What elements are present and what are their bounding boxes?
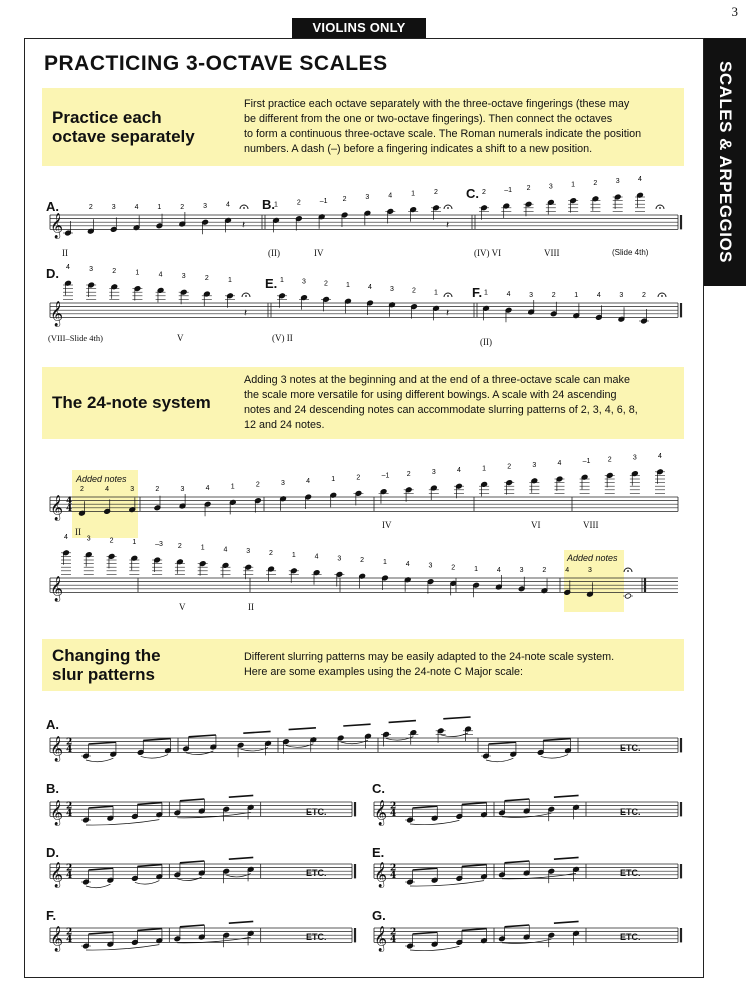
slur bbox=[135, 881, 159, 885]
fingering: 2 bbox=[360, 557, 365, 565]
time-signature: 2 bbox=[390, 801, 397, 812]
fingering: 1 bbox=[571, 181, 576, 189]
treble-clef: 𝄞 bbox=[50, 301, 64, 327]
position-mark: (II) bbox=[480, 337, 492, 347]
position-mark: VIII bbox=[583, 520, 599, 530]
fingering: 2 bbox=[296, 199, 301, 207]
time-signature: 4 bbox=[390, 934, 397, 945]
exercise-label-d: D. bbox=[46, 266, 59, 281]
fermata-dot bbox=[245, 295, 247, 297]
beam bbox=[289, 728, 316, 730]
treble-clef: 𝄞 bbox=[50, 736, 64, 762]
fingering: 4 bbox=[306, 478, 311, 485]
treble-clef: 𝄞 bbox=[374, 800, 388, 826]
position-mark: IV bbox=[382, 520, 392, 530]
beam bbox=[89, 806, 113, 808]
fingering: 4 bbox=[638, 176, 642, 184]
fingering: 1 bbox=[474, 566, 478, 574]
fingering: 2 bbox=[342, 196, 347, 203]
fingering: 4 bbox=[388, 192, 393, 200]
time-signature: 4 bbox=[66, 808, 73, 819]
fingering: 2 bbox=[412, 287, 416, 295]
fingering: –1 bbox=[319, 197, 328, 205]
text-line: 12 and 24 notes. bbox=[244, 419, 325, 431]
beam bbox=[180, 925, 204, 927]
slur bbox=[502, 939, 551, 943]
treble-clef: 𝄞 bbox=[50, 800, 64, 826]
fermata-dot bbox=[243, 207, 245, 209]
exercise-label-b: B. bbox=[262, 197, 275, 212]
fingering: 3 bbox=[632, 454, 637, 462]
time-signature: 4 bbox=[66, 870, 73, 881]
fingering: 2 bbox=[593, 179, 598, 187]
slur bbox=[241, 747, 268, 751]
quarter-rest: 𝄽 bbox=[446, 219, 450, 231]
treble-clef: 𝄞 bbox=[50, 576, 64, 602]
fingering: 1 bbox=[434, 289, 438, 297]
fermata-dot bbox=[661, 295, 663, 297]
fingering: 2 bbox=[526, 185, 531, 193]
position-mark: VI bbox=[531, 520, 541, 530]
fingering: 2 bbox=[482, 188, 486, 196]
added-notes-label: Added notes bbox=[76, 474, 127, 484]
etc-label: ETC. bbox=[620, 932, 641, 942]
exercise-label-a: A. bbox=[46, 199, 59, 214]
fingering: 3 bbox=[365, 194, 370, 202]
beam bbox=[505, 925, 530, 927]
title-line: octave separately bbox=[52, 127, 195, 146]
fingering: 3 bbox=[588, 567, 592, 574]
etc-label: ETC. bbox=[620, 743, 641, 753]
fingering: 3 bbox=[89, 266, 94, 273]
slur bbox=[410, 881, 484, 886]
fingering: 4 bbox=[66, 264, 70, 272]
fingering: 1 bbox=[230, 483, 235, 491]
slur bbox=[502, 873, 576, 878]
beam bbox=[554, 857, 579, 859]
beam bbox=[229, 795, 253, 797]
fingering: 3 bbox=[619, 292, 624, 299]
fingering: 4 bbox=[565, 567, 570, 574]
fingering: 2 bbox=[109, 537, 114, 545]
fingering: 3 bbox=[86, 535, 91, 543]
slur bbox=[502, 813, 551, 817]
beam bbox=[413, 932, 438, 934]
time-signature: 4 bbox=[390, 808, 397, 819]
text-line: be different from the one or two-octave fingerings). Then connect the octaves bbox=[244, 113, 613, 125]
fingering: 3 bbox=[615, 178, 620, 185]
fingering: 2 bbox=[324, 280, 328, 288]
beam bbox=[462, 803, 487, 805]
fingering: 2 bbox=[507, 463, 512, 471]
position-mark: II bbox=[248, 602, 254, 612]
fingering: 1 bbox=[331, 476, 336, 484]
fermata-dot bbox=[627, 570, 629, 572]
fingering: 3 bbox=[431, 469, 436, 476]
time-signature: 2 bbox=[66, 737, 73, 748]
fingering: 4 bbox=[658, 452, 662, 460]
quarter-rest: 𝄽 bbox=[244, 307, 248, 319]
beam bbox=[89, 742, 116, 744]
fingering: 2 bbox=[551, 292, 556, 299]
time-signature: 2 bbox=[66, 863, 73, 874]
fingering: 3 bbox=[281, 479, 285, 487]
fermata-dot bbox=[447, 207, 449, 209]
beam bbox=[180, 799, 204, 801]
text-line: notes and 24 descending notes can accommodate slurring patterns of 2, 3, 4, 6, 8, bbox=[244, 404, 638, 416]
beam bbox=[229, 921, 253, 923]
fingering: –1 bbox=[504, 187, 513, 194]
time-signature: 4 bbox=[390, 870, 397, 881]
title-line: Practice each bbox=[52, 108, 162, 127]
beam bbox=[229, 857, 253, 859]
pattern-label-a: A. bbox=[46, 717, 59, 732]
beam bbox=[543, 739, 570, 741]
treble-clef: 𝄞 bbox=[50, 862, 64, 888]
time-signature: 4 bbox=[66, 496, 73, 507]
beam bbox=[137, 865, 161, 867]
time-signature: 2 bbox=[390, 863, 397, 874]
etc-label: ETC. bbox=[306, 932, 327, 942]
exercise-label-e: E. bbox=[265, 276, 278, 291]
page-title: PRACTICING 3-OCTAVE SCALES bbox=[44, 52, 388, 75]
etc-label: ETC. bbox=[306, 807, 327, 817]
time-signature: 2 bbox=[66, 927, 73, 938]
beam bbox=[462, 929, 487, 931]
fingering: 1 bbox=[132, 539, 137, 547]
fingering: 3 bbox=[548, 183, 553, 191]
beam bbox=[180, 861, 204, 863]
fingering: 4 bbox=[223, 546, 228, 554]
slur bbox=[86, 758, 113, 762]
fingering: 3 bbox=[529, 292, 534, 299]
slur bbox=[541, 755, 568, 759]
added-notes-label: Added notes bbox=[567, 553, 618, 563]
fingering: 2 bbox=[642, 292, 646, 299]
fingering: 1 bbox=[346, 282, 350, 290]
beam bbox=[143, 739, 170, 741]
beam bbox=[413, 806, 438, 808]
fingering: 1 bbox=[228, 276, 232, 284]
fingering: 3 bbox=[337, 555, 342, 563]
beam bbox=[443, 717, 470, 719]
fingering: 4 bbox=[64, 533, 68, 541]
time-signature: 4 bbox=[66, 744, 73, 755]
fingering: 3 bbox=[130, 486, 135, 493]
position-mark: (Slide 4th) bbox=[612, 248, 649, 257]
slur bbox=[186, 751, 213, 755]
fingering: 1 bbox=[382, 559, 387, 566]
beam bbox=[243, 731, 270, 733]
fingering: –1 bbox=[582, 458, 591, 466]
fingering: 3 bbox=[111, 204, 116, 211]
beam bbox=[505, 861, 530, 863]
etc-label: ETC. bbox=[620, 868, 641, 878]
pattern-label-c: C. bbox=[372, 781, 385, 796]
fingering: 3 bbox=[203, 203, 208, 211]
fingering: 1 bbox=[484, 289, 488, 297]
slur bbox=[486, 758, 513, 762]
position-mark: V bbox=[179, 602, 186, 612]
position-mark: (V) II bbox=[272, 333, 293, 343]
fingering: 4 bbox=[134, 204, 139, 211]
pattern-label-b: B. bbox=[46, 781, 59, 796]
fingering: 1 bbox=[280, 276, 284, 284]
treble-clef: 𝄞 bbox=[374, 862, 388, 888]
fingering: 2 bbox=[112, 267, 117, 275]
beam bbox=[462, 865, 487, 867]
position-mark: (II) bbox=[268, 248, 280, 258]
time-signature: 4 bbox=[66, 934, 73, 945]
note-head bbox=[625, 593, 632, 599]
pattern-label-d: D. bbox=[46, 845, 59, 860]
slur bbox=[286, 744, 313, 748]
slur bbox=[86, 820, 159, 825]
slur bbox=[141, 755, 168, 759]
fingering: 2 bbox=[88, 204, 93, 211]
treble-clef: 𝄞 bbox=[374, 926, 388, 952]
fingering: 1 bbox=[291, 551, 296, 559]
fingering: 2 bbox=[177, 542, 182, 550]
time-signature: 2 bbox=[66, 801, 73, 812]
fingering: 4 bbox=[596, 292, 601, 299]
etc-label: ETC. bbox=[306, 868, 327, 878]
fingering: 3 bbox=[302, 278, 306, 286]
text-line: Adding 3 notes at the beginning and at the end of a three-octave scale can make bbox=[244, 374, 630, 386]
fingering: 1 bbox=[157, 204, 162, 211]
beam bbox=[137, 803, 161, 805]
slur bbox=[177, 877, 201, 881]
fingering: 4 bbox=[105, 486, 110, 493]
fingering: 4 bbox=[496, 567, 501, 574]
fingering: 2 bbox=[80, 486, 84, 493]
fingering: 1 bbox=[482, 465, 486, 473]
fingering: 2 bbox=[255, 481, 260, 489]
text-line: Different slurring patterns may be easily adapted to the 24-note scale system. bbox=[244, 651, 615, 663]
fingering: –3 bbox=[155, 541, 163, 548]
fingering: 2 bbox=[269, 550, 273, 557]
position-mark: V bbox=[177, 333, 184, 343]
pattern-label-g: G. bbox=[372, 908, 386, 923]
fingering: 2 bbox=[356, 474, 361, 482]
slur bbox=[226, 873, 250, 877]
pattern-label-e: E. bbox=[372, 845, 385, 860]
fingering: 4 bbox=[314, 553, 319, 561]
fingering: 1 bbox=[574, 292, 579, 299]
fingering: 3 bbox=[180, 486, 185, 493]
fingering: 1 bbox=[135, 269, 140, 277]
text-line: Here are some examples using the 24-note C Major scale: bbox=[244, 666, 524, 678]
pattern-label-f: F. bbox=[46, 908, 57, 923]
beam bbox=[389, 721, 416, 723]
fingering: 2 bbox=[204, 275, 209, 282]
fingering: 4 bbox=[405, 560, 410, 568]
fingering: 4 bbox=[368, 284, 372, 291]
fingering: 3 bbox=[428, 562, 433, 570]
fingering: 4 bbox=[456, 467, 461, 475]
fingering: 4 bbox=[205, 485, 210, 493]
fingering: 2 bbox=[406, 470, 411, 478]
position-mark: (IV) VI bbox=[474, 248, 502, 258]
fingering: 2 bbox=[607, 456, 612, 464]
fingering: 1 bbox=[274, 201, 278, 209]
fingering: 2 bbox=[542, 567, 547, 574]
fingering: 1 bbox=[200, 544, 205, 552]
slur bbox=[410, 946, 459, 950]
fingering: 2 bbox=[155, 486, 160, 493]
treble-clef: 𝄞 bbox=[50, 926, 64, 952]
page-number: 3 bbox=[731, 4, 738, 19]
text-line: numbers. A dash (–) before a fingering indicates a shift to a new position. bbox=[244, 143, 593, 155]
fingering: 3 bbox=[519, 567, 524, 574]
text-line: to form a continuous three-octave scale. The Roman numerals indicate the position bbox=[244, 128, 642, 140]
fingering: 4 bbox=[158, 271, 163, 279]
treble-clef: 𝄞 bbox=[50, 495, 64, 521]
position-mark: II bbox=[62, 248, 68, 258]
position-mark: (VIII–Slide 4th) bbox=[48, 333, 104, 343]
title-line: slur patterns bbox=[52, 665, 155, 684]
text-line: First practice each octave separately with the three-octave fingerings (these may bbox=[244, 98, 630, 110]
slur bbox=[177, 812, 250, 817]
beam bbox=[89, 932, 113, 934]
treble-clef: 𝄞 bbox=[50, 213, 64, 239]
beam bbox=[505, 799, 530, 801]
quarter-rest: 𝄽 bbox=[446, 307, 450, 319]
slur bbox=[441, 733, 468, 737]
beam bbox=[554, 795, 579, 797]
beam bbox=[413, 868, 438, 870]
fingering: 1 bbox=[411, 190, 416, 198]
position-mark: II bbox=[75, 527, 81, 537]
exercise-label-c: C. bbox=[466, 186, 479, 201]
fingering: 4 bbox=[557, 460, 562, 467]
beam bbox=[137, 929, 161, 931]
slur bbox=[386, 737, 413, 741]
fingering: 4 bbox=[506, 291, 511, 299]
fingering: 3 bbox=[532, 461, 537, 469]
etc-label: ETC. bbox=[620, 807, 641, 817]
fingering: 3 bbox=[390, 285, 394, 293]
position-mark: IV bbox=[314, 248, 324, 258]
beam bbox=[489, 742, 516, 744]
text-line: the scale more versatile for using different bowings. A scale with 24 ascending bbox=[244, 389, 617, 401]
slur bbox=[86, 884, 110, 888]
section-24-note-title: The 24-note system bbox=[52, 393, 211, 412]
position-mark: VIII bbox=[544, 248, 560, 258]
exercise-label-f: F. bbox=[472, 285, 483, 300]
fermata-dot bbox=[447, 295, 449, 297]
beam bbox=[189, 735, 216, 737]
slur bbox=[341, 740, 368, 744]
side-tab-label: SCALES & ARPEGGIOS bbox=[716, 60, 735, 264]
fermata-dot bbox=[659, 207, 661, 209]
slur bbox=[410, 820, 459, 824]
quarter-rest: 𝄽 bbox=[242, 219, 246, 231]
fingering: 2 bbox=[434, 188, 438, 196]
beam bbox=[554, 921, 579, 923]
title-line: Changing the bbox=[52, 646, 161, 665]
beam bbox=[89, 868, 113, 870]
fingering: 4 bbox=[226, 201, 230, 209]
fingering: 3 bbox=[246, 548, 251, 556]
violins-only-tab: VIOLINS ONLY bbox=[292, 18, 426, 38]
fingering: 2 bbox=[451, 564, 456, 572]
fingering: –1 bbox=[381, 472, 390, 480]
slur bbox=[177, 937, 250, 942]
beam bbox=[343, 724, 370, 726]
fingering: 3 bbox=[181, 273, 186, 281]
slur bbox=[86, 945, 159, 950]
time-signature: 4 bbox=[66, 503, 73, 514]
fingering: 2 bbox=[180, 204, 185, 211]
time-signature: 2 bbox=[390, 927, 397, 938]
